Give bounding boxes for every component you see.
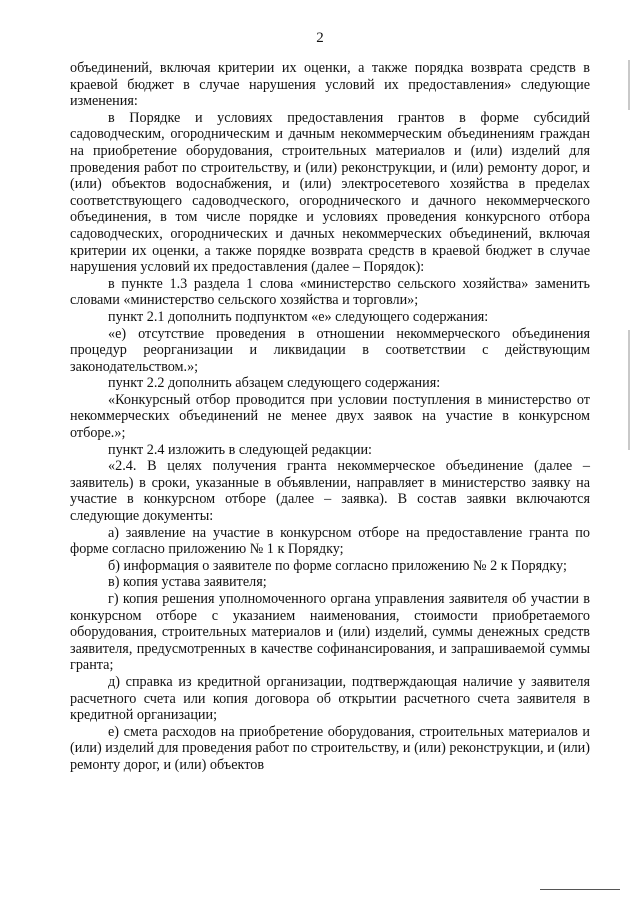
scan-edge-mark [628, 60, 630, 110]
paragraph-doc-v: в) копия устава заявителя; [108, 574, 267, 591]
paragraph-continuation: объединений, включая критерии их оценки, а также порядка возврата средств в краевой бюджет в случае нарушения условий их предоставления» следующие изменения: [70, 60, 590, 110]
paragraph-2-4-text: «2.4. В целях получения гранта некоммерческое объединение (далее – заявитель) в сроки, указанные в объявлении, направляет в министерство заявку на участие в конкурсном отборе (далее – заявка). В состав заявки включаются следующие документы: [70, 458, 590, 525]
paragraph-doc-a: а) заявление на участие в конкурсном отборе на предоставление гранта по форме согласно приложению № 1 к Порядку; [70, 524, 590, 558]
paragraph-doc-b: б) информация о заявителе по форме согласно приложению № 2 к Порядку; [108, 557, 567, 574]
scan-edge-mark [628, 330, 630, 450]
paragraph-order-title: в Порядке и условиях предоставления грантов в форме субсидий садоводческим, огородническим и дачным некоммерческим объединениям граждан на приобретение оборудования, строительных материалов и (или) изделий для проведения работ по строительству, и (или) реконструкции, и (или) ремонту дорог, и (или) объектов водоснабжения, и (или) электросетевого хозяйства в пределах соответствующего садоводческого, огороднического и дачного некоммерческого объединения, в том числе порядке и условиях проведения конкурсного отбора садоводческих, огороднических и дачных некоммерческих объединений, включая критерии их оценки, а также порядке возврата средств в краевой бюджет в случае нарушения условий их предоставления (далее – Порядок): [70, 109, 590, 276]
document-body [70, 60, 590, 774]
footer-rule [540, 889, 620, 890]
paragraph-item-2-1: пункт 2.1 дополнить подпунктом «е» следующего содержания: [108, 308, 489, 325]
page-number: 2 [316, 30, 324, 46]
paragraph-item-2-4: пункт 2.4 изложить в следующей редакции: [108, 441, 372, 458]
paragraph-subitem-e: «е) отсутствие проведения в отношении некоммерческого объединения процедур реорганизации и ликвидации в соответствии с действующим законодательством.»; [70, 325, 590, 375]
paragraph-doc-e: е) смета расходов на приобретение оборудования, строительных материалов и (или) изделий для проведения работ по строительству, и (или) реконструкции, и (или) ремонту дорог, и (или) объектов [70, 723, 590, 773]
paragraph-doc-d: д) справка из кредитной организации, подтверждающая наличие у заявителя расчетного счета или копия договора об открытии расчетного счета заявителя в кредитной организации; [70, 673, 590, 724]
paragraph-item-2-2: пункт 2.2 дополнить абзацем следующего содержания: [108, 375, 441, 392]
paragraph-item-1-3: в пункте 1.3 раздела 1 слова «министерство сельского хозяйства» заменить словами «министерство сельского хозяйства и торговли»; [70, 275, 590, 309]
paragraph-competition-condition: «Конкурсный отбор проводится при условии поступления в министерство от некоммерческих объединений не менее двух заявок на участие в конкурсном отборе.»; [70, 391, 590, 442]
paragraph-doc-g: г) копия решения уполномоченного органа управления заявителя об участии в конкурсном отборе с указанием наименования, стоимости приобретаемого оборудования, строительных материалов и (или) изделий, суммы денежных средств заявителя, предусмотренных в качестве софинансирования, и запрашиваемой суммы гранта; [70, 591, 590, 674]
